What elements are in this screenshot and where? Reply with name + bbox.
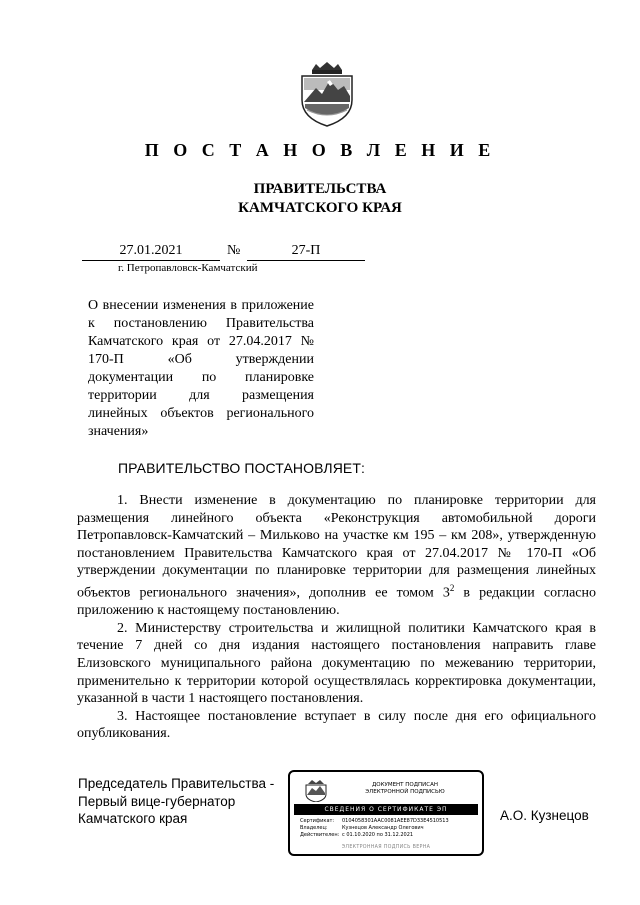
authority-line-2: КАМЧАТСКОГО КРАЯ [238,200,402,216]
paragraph-1-main: 1. Внести изменение в документацию по планировке территории для размещения линейного объекта «Реконструкция автомобильной дороги Петропавловск-Камчатский – Мильково на участке км 195 – км 208», утвержденную постановлением Правительства Камчатского края от 27.04.2017 № 170-П «Об утверждении документации по планировке территории для размещения линейных объектов регионального значения», дополнив ее томом 3 [77,493,596,601]
stamp-header-line-2: ЭЛЕКТРОННОЙ ПОДПИСЬЮ [365,789,445,795]
signatory-name: А.О. Кузнецов [500,808,589,823]
document-type-title: П О С Т А Н О В Л Е Н И Е [144,140,496,160]
stamp-footer: ЭЛЕКТРОННАЯ ПОДПИСЬ ВЕРНА [341,845,431,850]
coat-of-arms-emblem [298,62,356,128]
decree-heading: ПРАВИТЕЛЬСТВО ПОСТАНОВЛЯЕТ: [118,460,365,476]
document-city: г. Петропавловск-Камчатский [118,262,258,274]
cert-label: Сертификат: [300,818,335,824]
owner-value: Кузнецов Александр Олегович [342,825,424,831]
stamp-certificate-details [300,818,449,839]
stamp-emblem-icon [304,780,328,802]
paragraph-1-superscript: 2 [449,582,455,593]
paragraph-1-tail: в редакции согласно приложению к настоящему постановлению. [77,585,597,619]
electronic-signature-stamp [288,770,484,856]
signatory-position [78,775,274,828]
stamp-certificate-bar: СВЕДЕНИЯ О СЕРТИФИКАТЕ ЭП [294,804,478,815]
paragraph-3: 3. Настоящее постановление вступает в силу после дня его официального опубликования. [77,708,596,742]
document-date: 27.01.2021 [82,243,220,261]
issuing-authority [0,180,640,218]
valid-label: Действителен: [300,832,340,838]
decree-body [77,492,596,743]
cert-value: 0104058301AAC0081AEE87D33E4510513 [342,818,449,824]
signatory-position-line-2: Первый вице-губернатор [78,793,236,809]
signatory-position-line-1: Председатель Правительства - [78,776,275,791]
document-subject: О внесении изменения в приложение к постановлению Правительства Камчатского края от 27.04.2017 № 170-П «Об утверждении документации по планировке территории для размещения линейных объектов регионального значения» [88,298,314,439]
paragraph-2: 2. Министерству строительства и жилищной политики Камчатского края в течение 7 дней со дня издания настоящего постановления направить главе Елизовского муниципального района документацию по межеванию территории, применительно к территории которой осуществлялась корректировка документации, указанной в части 1 настоящего постановления. [77,620,596,707]
valid-value: с 01.10.2020 по 31.12.2021 [342,832,414,838]
authority-line-1: ПРАВИТЕЛЬСТВА [253,181,387,197]
paragraph-1 [77,492,596,620]
document-number: 27-П [247,243,365,261]
stamp-header-line-1: ДОКУМЕНТ ПОДПИСАН [371,782,439,788]
number-sign: № [227,243,241,258]
owner-label: Владелец: [300,825,328,831]
signatory-position-line-3: Камчатского края [78,811,188,826]
